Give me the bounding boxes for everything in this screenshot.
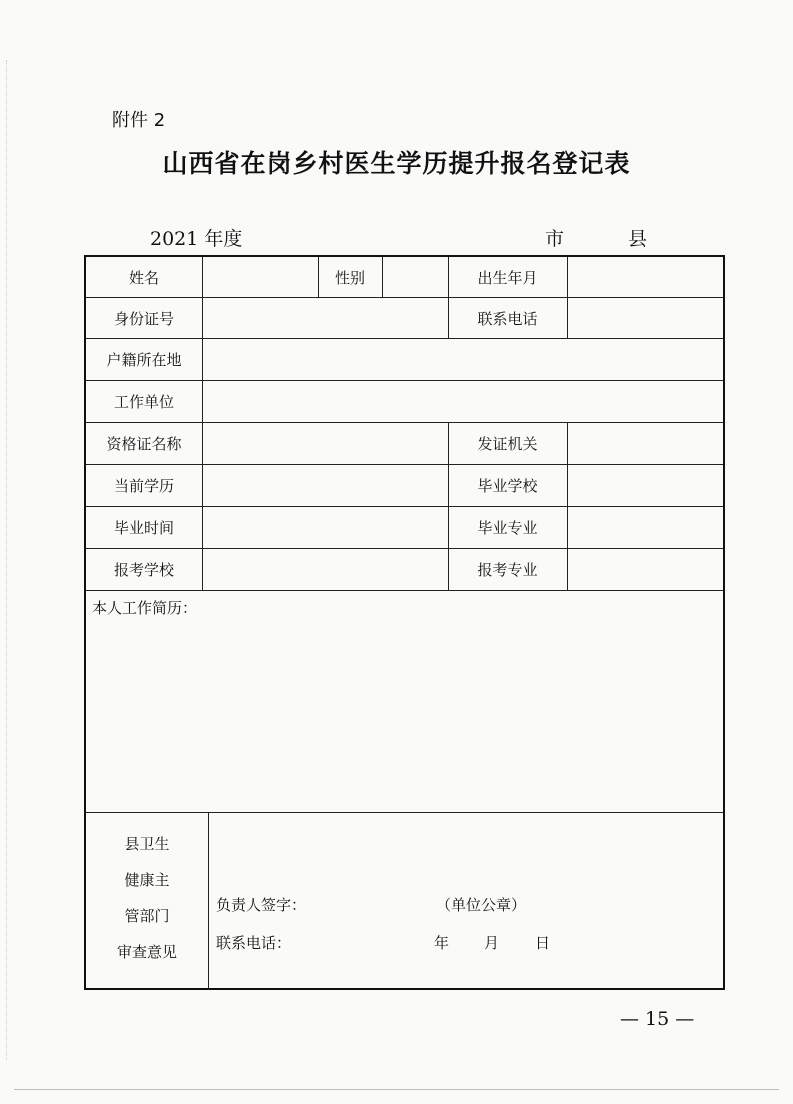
scan-edge <box>6 60 8 1060</box>
apply-major-field[interactable] <box>568 549 723 590</box>
household-label: 户籍所在地 <box>106 351 182 369</box>
bottom-rule <box>14 1089 779 1090</box>
month-unit: 月 <box>484 934 500 952</box>
certificate-label: 资格证名称 <box>106 435 182 453</box>
issuer-label: 发证机关 <box>477 435 538 453</box>
review-phone-label: 联系电话： <box>216 934 292 952</box>
graduation-date-label: 毕业时间 <box>113 519 174 537</box>
apply-school-label: 报考学校 <box>113 561 174 579</box>
graduate-school-label: 毕业学校 <box>477 477 538 495</box>
workplace-field[interactable] <box>203 381 723 422</box>
resume-field[interactable] <box>86 591 723 812</box>
education-field[interactable] <box>203 465 448 506</box>
name-field[interactable] <box>203 257 318 297</box>
page-title: 山西省在岗乡村医生学历提升报名登记表 <box>162 149 631 178</box>
phone-label: 联系电话 <box>477 309 538 328</box>
registration-form <box>84 255 725 990</box>
gender-label: 性别 <box>334 268 365 287</box>
review-label-line: 县卫生 <box>124 835 170 853</box>
review-label-line: 审查意见 <box>116 943 177 961</box>
id-number-label: 身份证号 <box>113 309 174 328</box>
education-label: 当前学历 <box>113 477 174 495</box>
year-unit: 年 <box>434 934 450 952</box>
gender-field[interactable] <box>383 257 448 297</box>
stamp-label: （单位公章） <box>436 896 527 914</box>
issuer-field[interactable] <box>568 423 723 464</box>
id-number-field[interactable] <box>203 298 448 338</box>
phone-field[interactable] <box>568 298 723 338</box>
review-label-line: 管部门 <box>124 907 170 925</box>
review-label <box>86 813 208 990</box>
signature-label: 负责人签字： <box>216 896 307 914</box>
review-label-line: 健康主 <box>124 871 170 889</box>
page-number: — 15 — <box>620 1008 695 1030</box>
apply-school-field[interactable] <box>203 549 448 590</box>
graduate-major-field[interactable] <box>568 507 723 548</box>
col-divider <box>208 812 209 990</box>
birth-date-label: 出生年月 <box>477 268 538 287</box>
graduate-major-label: 毕业专业 <box>477 519 538 537</box>
certificate-field[interactable] <box>203 423 448 464</box>
graduate-school-field[interactable] <box>568 465 723 506</box>
workplace-label: 工作单位 <box>113 393 174 411</box>
attachment-label: 附件 2 <box>112 110 166 131</box>
apply-major-label: 报考专业 <box>477 561 538 579</box>
household-field[interactable] <box>203 339 723 380</box>
year-label: 2021 年度 <box>150 228 243 250</box>
day-unit: 日 <box>535 934 551 952</box>
resume-label: 本人工作简历： <box>92 599 198 617</box>
county-label: 县 <box>628 228 648 250</box>
birth-date-field[interactable] <box>568 257 723 297</box>
city-label: 市 <box>545 228 565 250</box>
graduation-date-field[interactable] <box>203 507 448 548</box>
name-label: 姓名 <box>128 268 159 287</box>
